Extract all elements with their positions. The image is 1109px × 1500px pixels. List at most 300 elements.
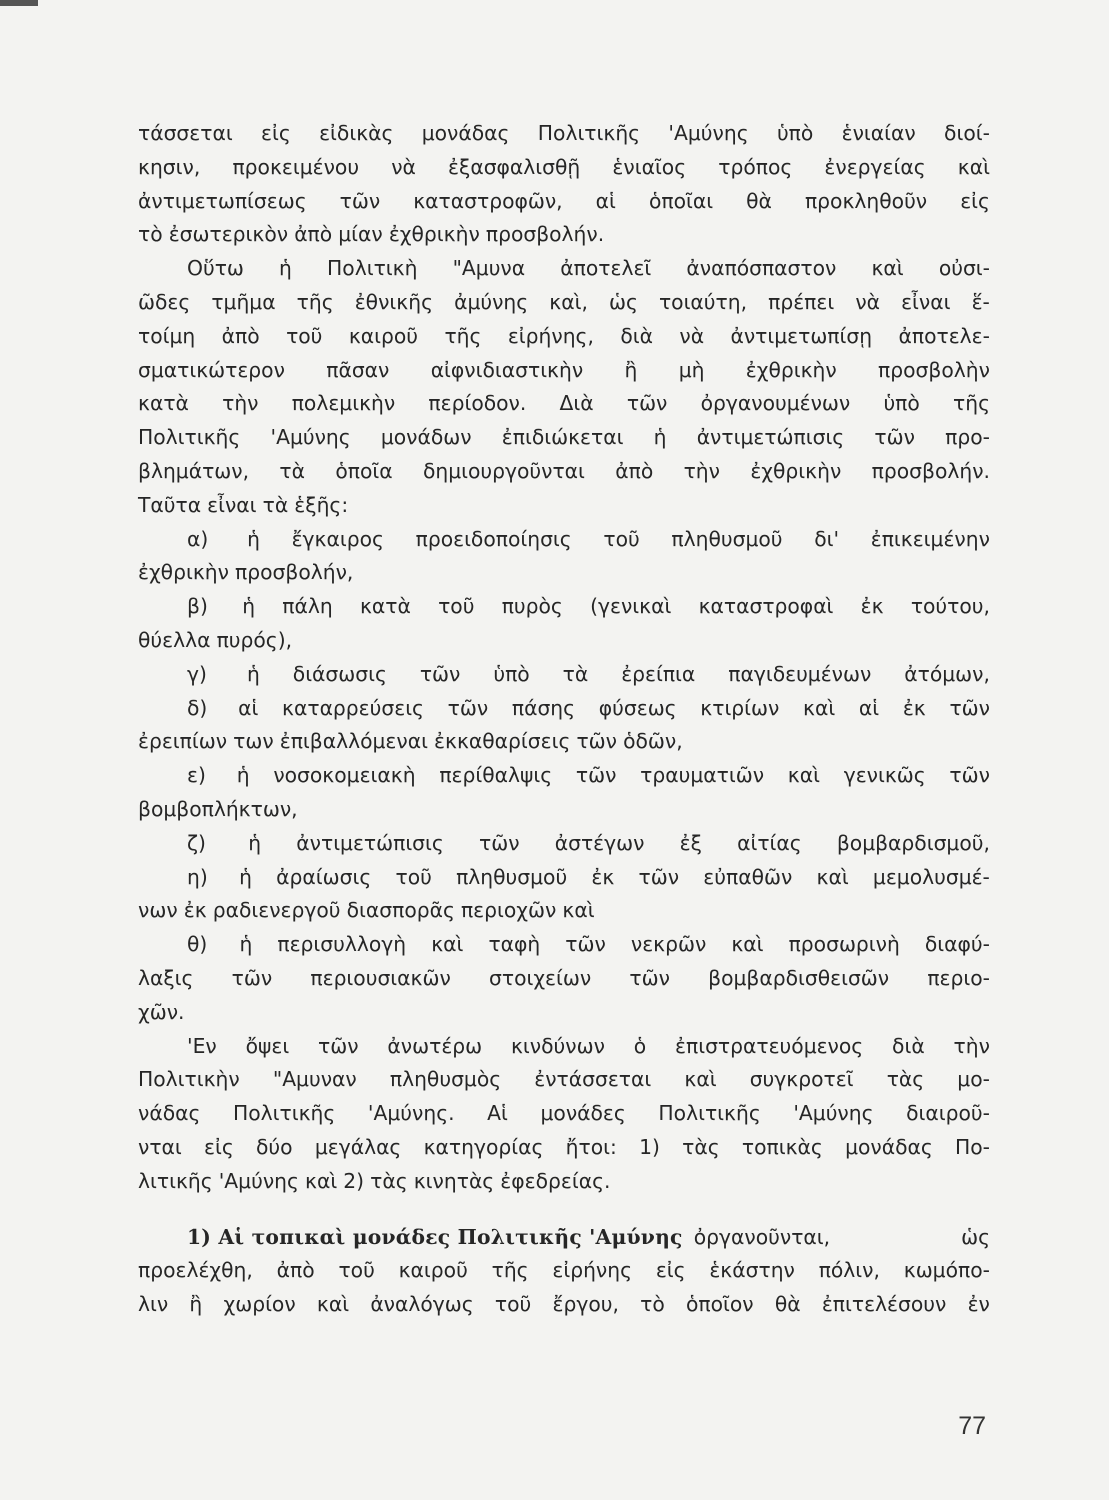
word: "Αμυναν [272,1067,357,1092]
word: τῶν [479,830,520,855]
word: Πο- [955,1134,990,1159]
word: ἐκκαθαρίσεις [434,729,571,754]
word: προσωρινὴ [788,932,900,957]
text-line [138,354,990,388]
word: εἰρήνης [552,1258,633,1283]
word: Αἱ [487,1101,508,1126]
text-line [138,1131,990,1165]
word: νὰ [391,154,416,179]
word: πολεμικὴν [291,391,396,416]
word: ἐθνικῆς [354,289,433,314]
word: ταφὴ [488,932,541,957]
word: μεγάλας [314,1134,402,1159]
word: προ- [945,425,990,450]
text-line [138,658,990,692]
word: περιοχῶν [460,898,557,923]
word: ἐκ [902,695,926,720]
word: πόλιν, [818,1258,880,1283]
text-line [138,759,990,793]
word: καὶ [871,256,904,281]
word: αἰφνιδιαστικὴν [430,357,584,382]
word: τῶν [949,695,990,720]
word: κωμόπο- [903,1258,990,1283]
word: ἀμύνης [454,289,529,314]
text-line [138,455,990,489]
word: περιο- [927,965,990,990]
word: νται [138,1134,182,1159]
text-line [138,827,990,861]
word: νὰ [855,289,881,314]
word: καιροῦ [398,1258,468,1283]
text-line [138,387,990,421]
word: καταστροφαὶ [698,594,834,619]
word: τοῦ [286,323,323,348]
word: Οὕτω [187,256,244,281]
word: εἰς [204,1134,234,1159]
word: ἀνωτέρω [387,1033,483,1058]
word: ἐνεργείας [824,154,926,179]
word: φύσεως [598,695,677,720]
word: εἰρήνης, [507,323,594,348]
word: ἀποτελεῖ [560,256,652,281]
word: μίαν [338,222,383,247]
word: δημιουργοῦνται [422,458,585,483]
word: βομβαρδισθεισῶν [708,965,890,990]
word: καὶ [431,932,464,957]
word: ὁποῖαι [648,188,714,213]
word: ἐκ [183,898,207,923]
word: ὑπὸ [493,661,530,686]
word: Πολιτικῆς [537,121,641,145]
word: ἐξασφαλισθῇ [448,154,581,179]
word: τὰς [370,1168,408,1193]
text-line [138,185,990,219]
word: ῶδες [138,289,191,314]
word: μονάδες [540,1101,626,1126]
text-line [138,489,990,523]
text-line [138,286,990,320]
word: τοῦ [395,864,432,889]
word: καιροῦ [348,323,419,348]
text-line [138,793,990,827]
word: των [233,729,274,754]
word: Πολιτικῆς [138,425,241,450]
word: περίοδον. [428,391,527,416]
word: Πολιτικὴ [327,256,418,281]
word: ὑπὸ [776,121,814,145]
text-line [138,320,990,354]
word: προσβολήν. [871,458,990,483]
word: τὰ [279,458,305,483]
body-text [138,117,990,1322]
word: καταρρεύσεις [282,695,424,720]
word: τοίμη [138,323,196,348]
word: Διὰ [559,391,594,416]
word: τοῦ [494,1292,532,1317]
word: ἐχθρικὴν [388,222,480,247]
word: Πολιτικῆς [658,1101,761,1126]
word: εἰς [655,1258,686,1283]
word: τὴν [953,1033,990,1058]
word: ἡ [239,932,253,957]
word: χῶν. [138,999,185,1024]
word: πληθυσμοῦ [456,864,568,889]
word: ὁποῖον [685,1292,754,1317]
word: ἀστέγων [554,830,645,855]
word: ἡ [246,661,260,686]
word: πάλη [282,594,333,619]
text-line [138,1063,990,1097]
word: ἢ [189,1292,203,1317]
word: ἐφεδρείας. [500,1168,611,1193]
word: προκειμένου [232,154,360,179]
word: προσβολήν, [235,560,354,585]
word: κησιν, [138,154,201,179]
word: πυρὸς [501,594,563,619]
word: τούτου, [910,594,990,619]
word: ἡ [239,864,252,889]
text-line [138,523,990,557]
word: ἀποτελε- [898,323,990,348]
word: κατὰ [359,594,411,619]
word: ἑνιαῖος [612,154,687,179]
word: ἑξῆς: [294,492,349,517]
word: τρόπος [718,154,793,179]
word: περισυλλογὴ [277,932,407,957]
word: πᾶσαν [326,357,390,382]
word: τὴν [222,391,259,416]
word: δ) [187,695,208,720]
word: ὄψει [245,1033,290,1058]
word: κινητὰς [413,1168,495,1193]
word: ὁδῶν, [623,729,683,754]
word: τῶν [949,763,990,788]
word: 2) [343,1168,365,1193]
word: ἐπικειμένην [870,526,990,551]
word: καὶ [316,1292,350,1317]
word: τῶν [576,729,617,754]
word: ἀτόμων, [904,661,990,686]
word: εἰς [261,121,291,145]
word: κτιρίων [700,695,780,720]
word: τῶν [447,695,489,720]
word: ἐξ [679,830,702,855]
word: ἐντάσσεται [534,1067,652,1092]
word: καὶ [731,932,764,957]
word: γενικῶς [843,763,926,788]
word: τῶν [638,864,680,889]
word: ἔγκαιρος [291,526,384,551]
word: στοιχείων [489,965,592,990]
word: ἐκ [860,594,884,619]
word: σματικώτερον [138,357,285,382]
word: ὡς [961,1224,990,1249]
word: "Αμυνα [452,256,526,281]
word: μονάδας [421,121,510,145]
text-line [138,590,990,624]
word: ζ) [187,830,206,855]
word: ἐπιτελέσουν [821,1292,947,1317]
text-line [138,218,990,252]
word: τῶν [874,425,915,450]
word: ἀντιμετώπισις [296,830,444,855]
word: ἐχθρικὴν [750,458,842,483]
word: μονάδας [845,1134,933,1159]
word: ἀντιμετώπισις [696,425,845,450]
word: χωρίον [223,1292,296,1317]
text-line [138,928,990,962]
word: θὰ [774,1292,801,1317]
word: θ) [187,932,208,957]
text-line [138,151,990,185]
word: εὐπαθῶν [703,864,793,889]
word: ἀπὸ [615,458,654,483]
word: τοῦ [438,594,475,619]
text-line [138,725,990,759]
word: οὐσι- [938,256,990,281]
word: λαξις [138,965,194,990]
word: πάσης [511,695,576,720]
text-line [138,996,990,1030]
word: ἡ [279,256,292,281]
word: ἀντιμετωπίσεως [138,188,307,213]
word: αἱ [595,188,616,213]
word: ἀναλόγως [370,1292,474,1317]
word: εἶναι [901,289,951,314]
word: α) [187,526,209,551]
word: ὁποῖα [335,458,393,483]
word: τῶν [575,763,617,788]
word: θὰ [746,188,772,213]
word: ἀπὸ [294,222,333,247]
word: τὸ [138,222,163,247]
word: λιτικῆς [138,1168,213,1193]
word: πληθυσμοῦ [671,526,783,551]
word: ἐπιστρατευόμενος [675,1033,864,1058]
word: ὁ [633,1033,647,1058]
text-line [138,117,990,151]
word: τμῆμα [211,289,276,314]
word: τάσσεται [138,121,233,145]
word: τραυματιῶν [640,763,765,788]
word: ἡ [248,830,262,855]
word: αἰτίας [737,830,802,855]
page-number: 77 [958,1412,986,1440]
word: καὶ [816,864,849,889]
word: ἤτοι: [565,1134,617,1159]
word: καταστροφῶν, [413,188,563,213]
section-heading-line [138,1221,990,1255]
word: Ταῦτα [138,492,202,517]
word: περίθαλψις [439,763,553,788]
word: ἡ [653,425,667,450]
word: ἐρείπια [621,661,696,686]
word: Πολιτικὴν [138,1067,240,1092]
word: (γενικαὶ [590,594,672,619]
text-line [138,556,990,590]
word: ἕ- [971,289,990,314]
word: τὸ [640,1292,665,1317]
section-heading-continuation [694,1221,990,1255]
word: ἀραίωσις [276,864,372,889]
word: ἐχθρικὴν [745,357,837,382]
word: νὰ [679,323,705,348]
word: γ) [187,661,207,686]
scan-corner-mark [0,0,38,6]
text-line [138,894,990,928]
word: προκληθοῦν [804,188,928,213]
word: Πολιτικῆς [233,1101,336,1126]
word: 'Εν [187,1033,217,1058]
text-line [138,421,990,455]
word: κατὰ [138,391,189,416]
word: αἱ [238,695,259,720]
text-line [138,861,990,895]
text-line [138,252,990,286]
word: δύο [256,1134,293,1159]
word: μεμολυσμέ- [872,864,990,889]
section-heading: 1) Αἱ τοπικαὶ μονάδες Πολιτικῆς 'Αμύνης [187,1224,683,1249]
word: εἶναι [207,492,257,517]
word: τοῦ [603,526,640,551]
word: διὰ [620,323,653,348]
word: διαιροῦ- [906,1101,990,1126]
word: πρέπει [768,289,835,314]
word: ὡς [608,289,638,314]
word: λιν [138,1292,169,1317]
word: τῆς [444,323,482,348]
text-line [138,1254,990,1288]
word: πληθυσμὸς [389,1067,502,1092]
text-line [138,1030,990,1064]
word: τῶν [339,188,381,213]
word: ἐσωτερικὸν [168,222,289,247]
word: τοπικὰς [741,1134,823,1159]
word: τῆς [491,1258,529,1283]
text-line [138,1165,990,1199]
word: καὶ [684,1067,717,1092]
word: τοῦ [338,1258,375,1283]
word: διασπορᾶς [346,898,455,923]
word: ἐν [967,1292,990,1317]
word: καὶ [305,1168,338,1193]
word: ἐπιδιώκεται [501,425,624,450]
word: βομβαρδισμοῦ, [836,830,990,855]
word: θύελλα [138,627,211,652]
word: ἢ [624,357,638,382]
word: ἐκ [591,864,615,889]
word: κινδύνων [510,1033,605,1058]
word: εἰδικὰς [319,121,394,145]
word: 'Αμύνης [218,1168,299,1193]
word: καὶ, [549,289,588,314]
word: ὀργανοῦνται, [693,1224,831,1249]
word: τῶν [419,661,461,686]
word: ἡ [236,763,250,788]
text-line [138,624,990,658]
word: προσβολήν. [485,222,605,247]
word: τῶν [231,965,273,990]
word: παγιδευμένων [728,661,872,686]
word: κατηγορίας [423,1134,544,1159]
word: η) [187,864,208,889]
word: ὑπὸ [883,391,920,416]
word: συγκροτεῖ [749,1067,854,1092]
word: 'Αμύνης [270,425,351,450]
word: μο- [957,1067,990,1092]
word: τοιαύτη, [658,289,748,314]
word: αἱ [858,695,880,720]
word: ἀντιμετωπίσῃ [730,323,873,348]
word: 'Αμύνης. [367,1101,455,1126]
word: 'Αμύνης [668,121,749,145]
word: ἑκάστην [709,1258,795,1283]
word: ἑνιαίαν [841,121,916,145]
word: μονάδων [380,425,472,450]
word: ἐπιβαλλόμεναι [279,729,428,754]
text-line [138,962,990,996]
word: ἐχθρικὴν [138,560,229,585]
word: τὴν [683,458,720,483]
word: βομβοπλήκτων, [138,796,298,821]
word: νεκρῶν [630,932,707,957]
word: καὶ [803,695,836,720]
word: ἀπὸ [276,1258,315,1283]
word: πυρός), [216,627,293,652]
word: διοί- [944,121,990,145]
word: προειδοποίησις [415,526,572,551]
word: τῶν [318,1033,359,1058]
word: νων [138,898,178,923]
word: περιουσιακῶν [310,965,451,990]
word: καὶ [787,763,820,788]
word: τῆς [953,391,990,416]
word: ἐρειπίων [138,729,228,754]
word: τὰς [682,1134,720,1159]
word: τῶν [626,391,668,416]
word: καὶ [562,898,595,923]
word: τῆς [296,289,334,314]
word: διαφύ- [924,932,990,957]
word: ὀργανουμένων [700,391,851,416]
word: 1) [639,1134,660,1159]
text-line [138,692,990,726]
word: προελέχθη, [138,1258,253,1283]
word: τὰ [562,661,589,686]
word: νάδας [138,1101,201,1126]
word: β) [187,594,208,619]
word: μὴ [678,357,705,382]
word: τὰ [262,492,289,517]
word: τὰς [886,1067,925,1092]
word: ἡ [242,594,256,619]
word: βλημάτων, [138,458,250,483]
word: εἰς [960,188,990,213]
word: ἀπὸ [221,323,260,348]
word: τῶν [629,965,670,990]
word: νοσοκομειακὴ [273,763,416,788]
word: ἡ [247,526,260,551]
word: διὰ [892,1033,925,1058]
word: προσβολὴν [878,357,990,382]
word: ἀναπόσπαστον [686,256,837,281]
word: ε) [187,763,206,788]
word: καὶ [957,154,990,179]
word: ραδιενεργοῦ [212,898,341,923]
text-line [138,1097,990,1131]
word: τῶν [565,932,606,957]
word: διάσωσις [292,661,387,686]
